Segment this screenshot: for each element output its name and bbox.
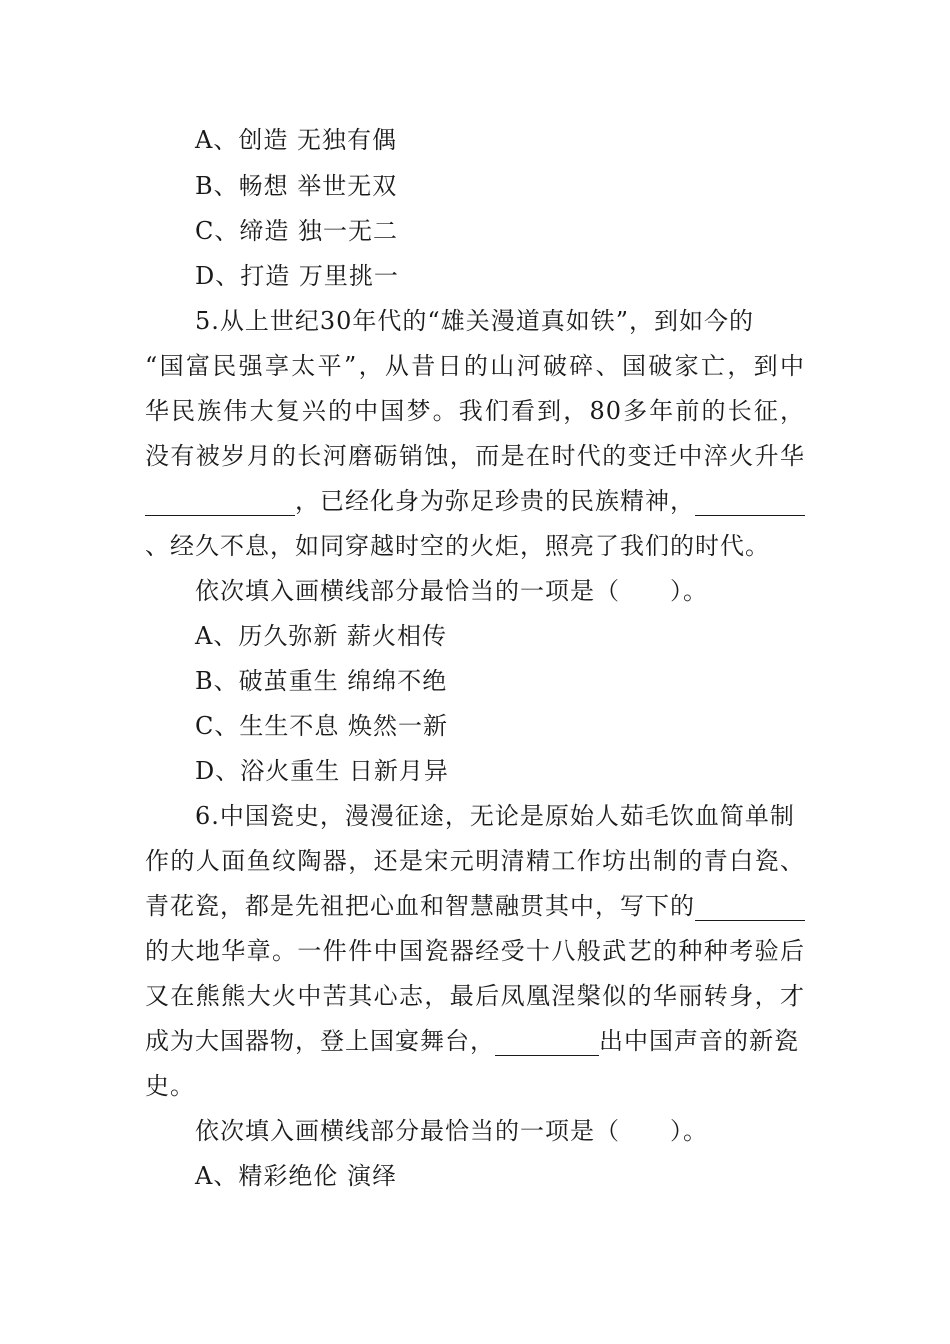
q6-stem-line-7: 史。 xyxy=(145,1072,195,1100)
q6-stem-line-5: 又在熊熊大火中苦其心志，最后凤凰涅槃似的华丽转身，才 xyxy=(145,982,805,1010)
q5-stem-line-4: 没有被岁月的长河磨砺销蚀，而是在时代的变迁中淬火升华 xyxy=(145,442,805,470)
q5-option-c: C、生生不息 焕然一新 xyxy=(195,712,448,740)
q4-option-a: A、创造 无独有偶 xyxy=(195,126,397,154)
q5-stem-line-1: 5.从上世纪30年代的“雄关漫道真如铁”，到如今的 xyxy=(195,307,754,335)
q6-option-a: A、精彩绝伦 演绎 xyxy=(195,1162,397,1190)
q5-stem-line-6: 、经久不息，如同穿越时空的火炬，照亮了我们的时代。 xyxy=(145,532,770,560)
fill-blank xyxy=(695,896,805,921)
q6-stem-line-1: 6.中国瓷史，漫漫征途，无论是原始人茹毛饮血简单制 xyxy=(195,802,795,830)
q5-option-b: B、破茧重生 绵绵不绝 xyxy=(195,667,448,695)
fill-blank xyxy=(495,1031,599,1056)
q5-option-a: A、历久弥新 薪火相传 xyxy=(195,622,447,650)
q5-stem-line-2: “国富民强享太平”，从昔日的山河破碎、国破家亡，到中 xyxy=(145,352,805,380)
q6-line6-pre: 成为大国器物，登上国宴舞台， xyxy=(145,1027,495,1055)
q5-option-d: D、浴火重生 日新月异 xyxy=(195,757,449,785)
fill-blank xyxy=(695,491,805,516)
q6-stem-line-4: 的大地华章。一件件中国瓷器经受十八般武艺的种种考验后 xyxy=(145,937,805,965)
q4-option-b: B、畅想 举世无双 xyxy=(195,172,398,200)
q5-line5-text: ，已经化身为弥足珍贵的民族精神， xyxy=(295,487,695,515)
q5-stem-line-5 xyxy=(145,486,805,516)
q6-prompt: 依次填入画横线部分最恰当的一项是（ ）。 xyxy=(195,1117,708,1145)
q5-prompt: 依次填入画横线部分最恰当的一项是（ ）。 xyxy=(195,577,708,605)
q6-stem-line-6 xyxy=(145,1026,805,1056)
fill-blank xyxy=(145,491,295,516)
q4-option-d: D、打造 万里挑一 xyxy=(195,262,399,290)
q4-option-c: C、缔造 独一无二 xyxy=(195,217,398,245)
q6-line6-post: 出中国声音的新瓷 xyxy=(599,1027,799,1055)
q6-stem-line-2: 作的人面鱼纹陶器，还是宋元明清精工作坊出制的青白瓷、 xyxy=(145,847,805,875)
q5-stem-line-3: 华民族伟大复兴的中国梦。我们看到，80多年前的长征， xyxy=(145,397,805,425)
q6-line3-text: 青花瓷，都是先祖把心血和智慧融贯其中，写下的 xyxy=(145,892,695,920)
q6-stem-line-3 xyxy=(145,891,805,921)
